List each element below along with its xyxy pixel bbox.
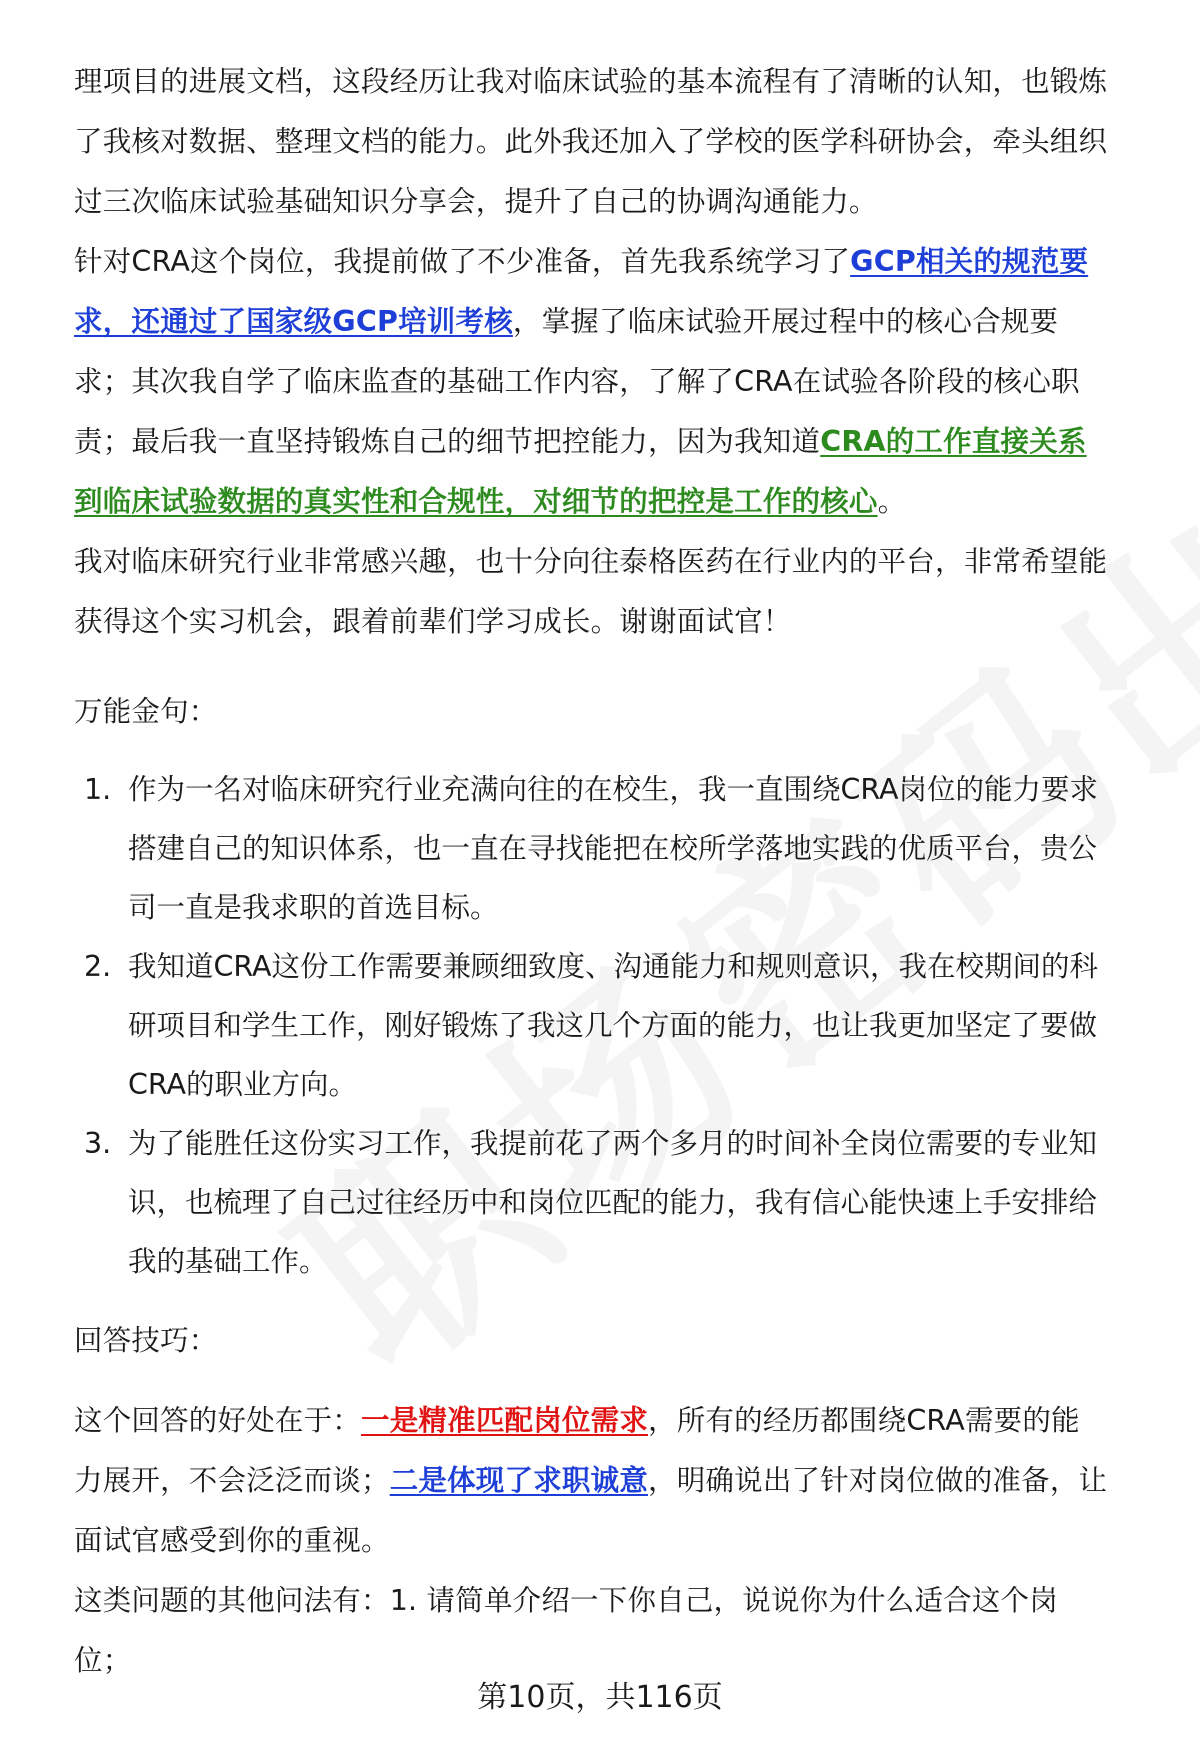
list-item-number: 3. — [84, 1127, 112, 1160]
interest-paragraph: 我对临床研究行业非常感兴趣，也十分向往泰格医药在行业内的平台，非常希望能获得这个实习机会，跟着前辈们学习成长。谢谢面试官！ — [74, 545, 1108, 638]
page-footer: 第10页，共116页 — [477, 1680, 723, 1715]
list-item-text: 我知道CRA这份工作需要兼顾细致度、沟通能力和规则意识，我在校期间的科研项目和学生工作，刚好锻炼了我这几个方面的能力，也让我更加坚定了要做CRA的职业方向。 — [128, 950, 1099, 1101]
gcp-highlight: GCP相关的规范要求，还通过了国家级GCP培训考核 — [74, 245, 1089, 338]
list-item — [74, 760, 1108, 937]
tips-paragraph — [74, 1391, 1108, 1571]
preparation-text-1: 针对CRA这个岗位，我提前做了不少准备，首先我系统学习了 — [74, 245, 851, 278]
tips-blue-highlight: 二是体现了求职诚意 — [389, 1464, 649, 1497]
list-item — [74, 1114, 1108, 1291]
list-item — [74, 937, 1108, 1114]
preparation-text-3: 。 — [877, 485, 907, 518]
intro-paragraph: 理项目的进展文档，这段经历让我对临床试验的基本流程有了清晰的认知，也锻炼了我核对数据、整理文档的能力。此外我还加入了学校的医学科研协会，牵头组织过三次临床试验基础知识分享会，提升了自己的协调沟通能力。 — [74, 65, 1108, 218]
preparation-paragraph — [74, 232, 1108, 532]
tips-text-2: ，所有的经历都围绕CRA需要的能力展开，不会泛泛而谈； — [74, 1404, 1080, 1497]
list-item-number: 1. — [84, 773, 112, 806]
golden-heading: 万能金句： — [74, 695, 218, 728]
preparation-text-2: ，掌握了临床试验开展过程中的核心合规要求；其次我自学了临床监查的基础工作内容，了解了CRA在试验各阶段的核心职责；最后我一直坚持锻炼自己的细节把控能力，因为我知道 — [74, 305, 1080, 458]
list-item-text: 作为一名对临床研究行业充满向往的在校生，我一直围绕CRA岗位的能力要求搭建自己的知识体系，也一直在寻找能把在校所学落地实践的优质平台，贵公司一直是我求职的首选目标。 — [128, 773, 1099, 924]
detail-highlight: CRA的工作直接关系到临床试验数据的真实性和合规性，对细节的把控是工作的核心 — [74, 425, 1087, 518]
other-questions: 这类问题的其他问法有：1. 请简单介绍一下你自己，说说你为什么适合这个岗位； — [74, 1584, 1058, 1677]
tips-red-highlight: 一是精准匹配岗位需求 — [361, 1404, 649, 1437]
tips-text-3: ，明确说出了针对岗位做的准备，让面试官感受到你的重视。 — [74, 1464, 1108, 1557]
tips-heading: 回答技巧： — [74, 1324, 218, 1357]
list-item-text: 为了能胜任这份实习工作，我提前花了两个多月的时间补全岗位需要的专业知识，也梳理了自己过往经历中和岗位匹配的能力，我有信心能快速上手安排给我的基础工作。 — [128, 1127, 1098, 1278]
golden-list — [74, 760, 1108, 1291]
list-item-number: 2. — [84, 950, 112, 983]
tips-text-1: 这个回答的好处在于： — [74, 1404, 362, 1437]
